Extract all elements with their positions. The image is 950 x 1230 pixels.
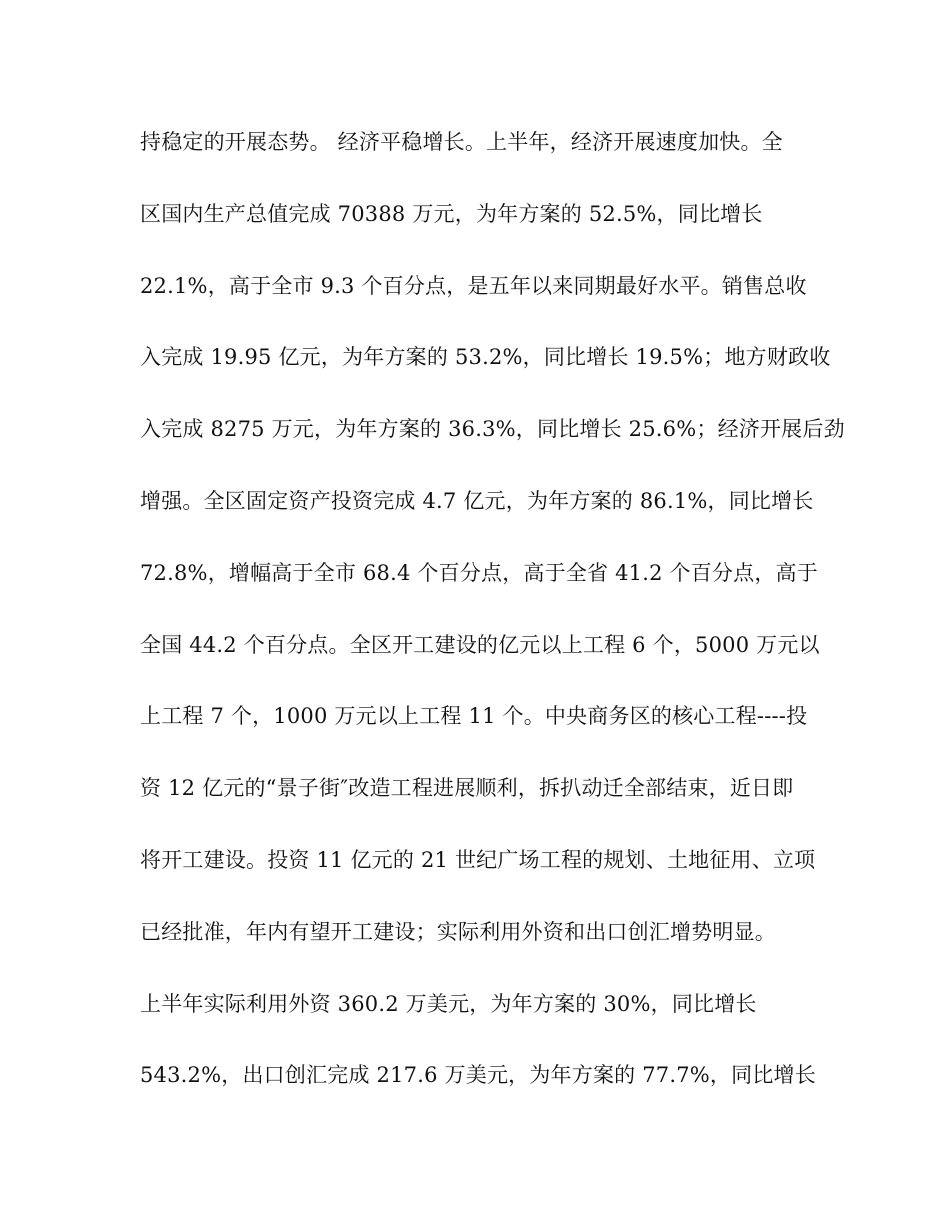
text-line-12: 已经批准，年内有望开工建设；实际利用外资和出口创汇增势明显。 [140,919,776,944]
text-line-9: 上工程 7 个，1000 万元以上工程 11 个。中央商务区的核心工程----投 [140,704,808,729]
text-line-8: 全国 44.2 个百分点。全区开工建设的亿元以上工程 6 个，5000 万元以 [140,632,820,657]
body-text [140,122,845,1127]
text-line-13: 上半年实际利用外资 360.2 万美元，为年方案的 30%，同比增长 [140,991,757,1016]
text-line-4: 入完成 19.95 亿元，为年方案的 53.2%，同比增长 19.5%；地方财政收 [140,345,831,370]
text-line-2: 区国内生产总值完成 70388 万元，为年方案的 52.5%，同比增长 [140,201,763,226]
text-line-14: 543.2%，出口创汇完成 217.6 万美元，为年方案的 77.7%，同比增长 [140,1063,816,1088]
text-line-1: 持稳定的开展态势。 经济平稳增长。上半年，经济开展速度加快。全 [140,130,783,154]
text-line-6: 增强。全区固定资产投资完成 4.7 亿元，为年方案的 86.1%，同比增长 [140,488,814,513]
text-line-5: 入完成 8275 万元，为年方案的 36.3%，同比增长 25.6%；经济开展后劲 [140,417,845,442]
text-line-11: 将开工建设。投资 11 亿元的 21 世纪广场工程的规划、土地征用、立项 [140,847,816,872]
text-line-3: 22.1%，高于全市 9.3 个百分点，是五年以来同期最好水平。销售总收 [140,273,807,298]
text-line-7: 72.8%，增幅高于全市 68.4 个百分点，高于全省 41.2 个百分点，高于 [140,560,818,585]
text-line-10: 资 12 亿元的“景子街″改造工程进展顺利，拆扒动迁全部结束，近日即 [140,776,794,801]
